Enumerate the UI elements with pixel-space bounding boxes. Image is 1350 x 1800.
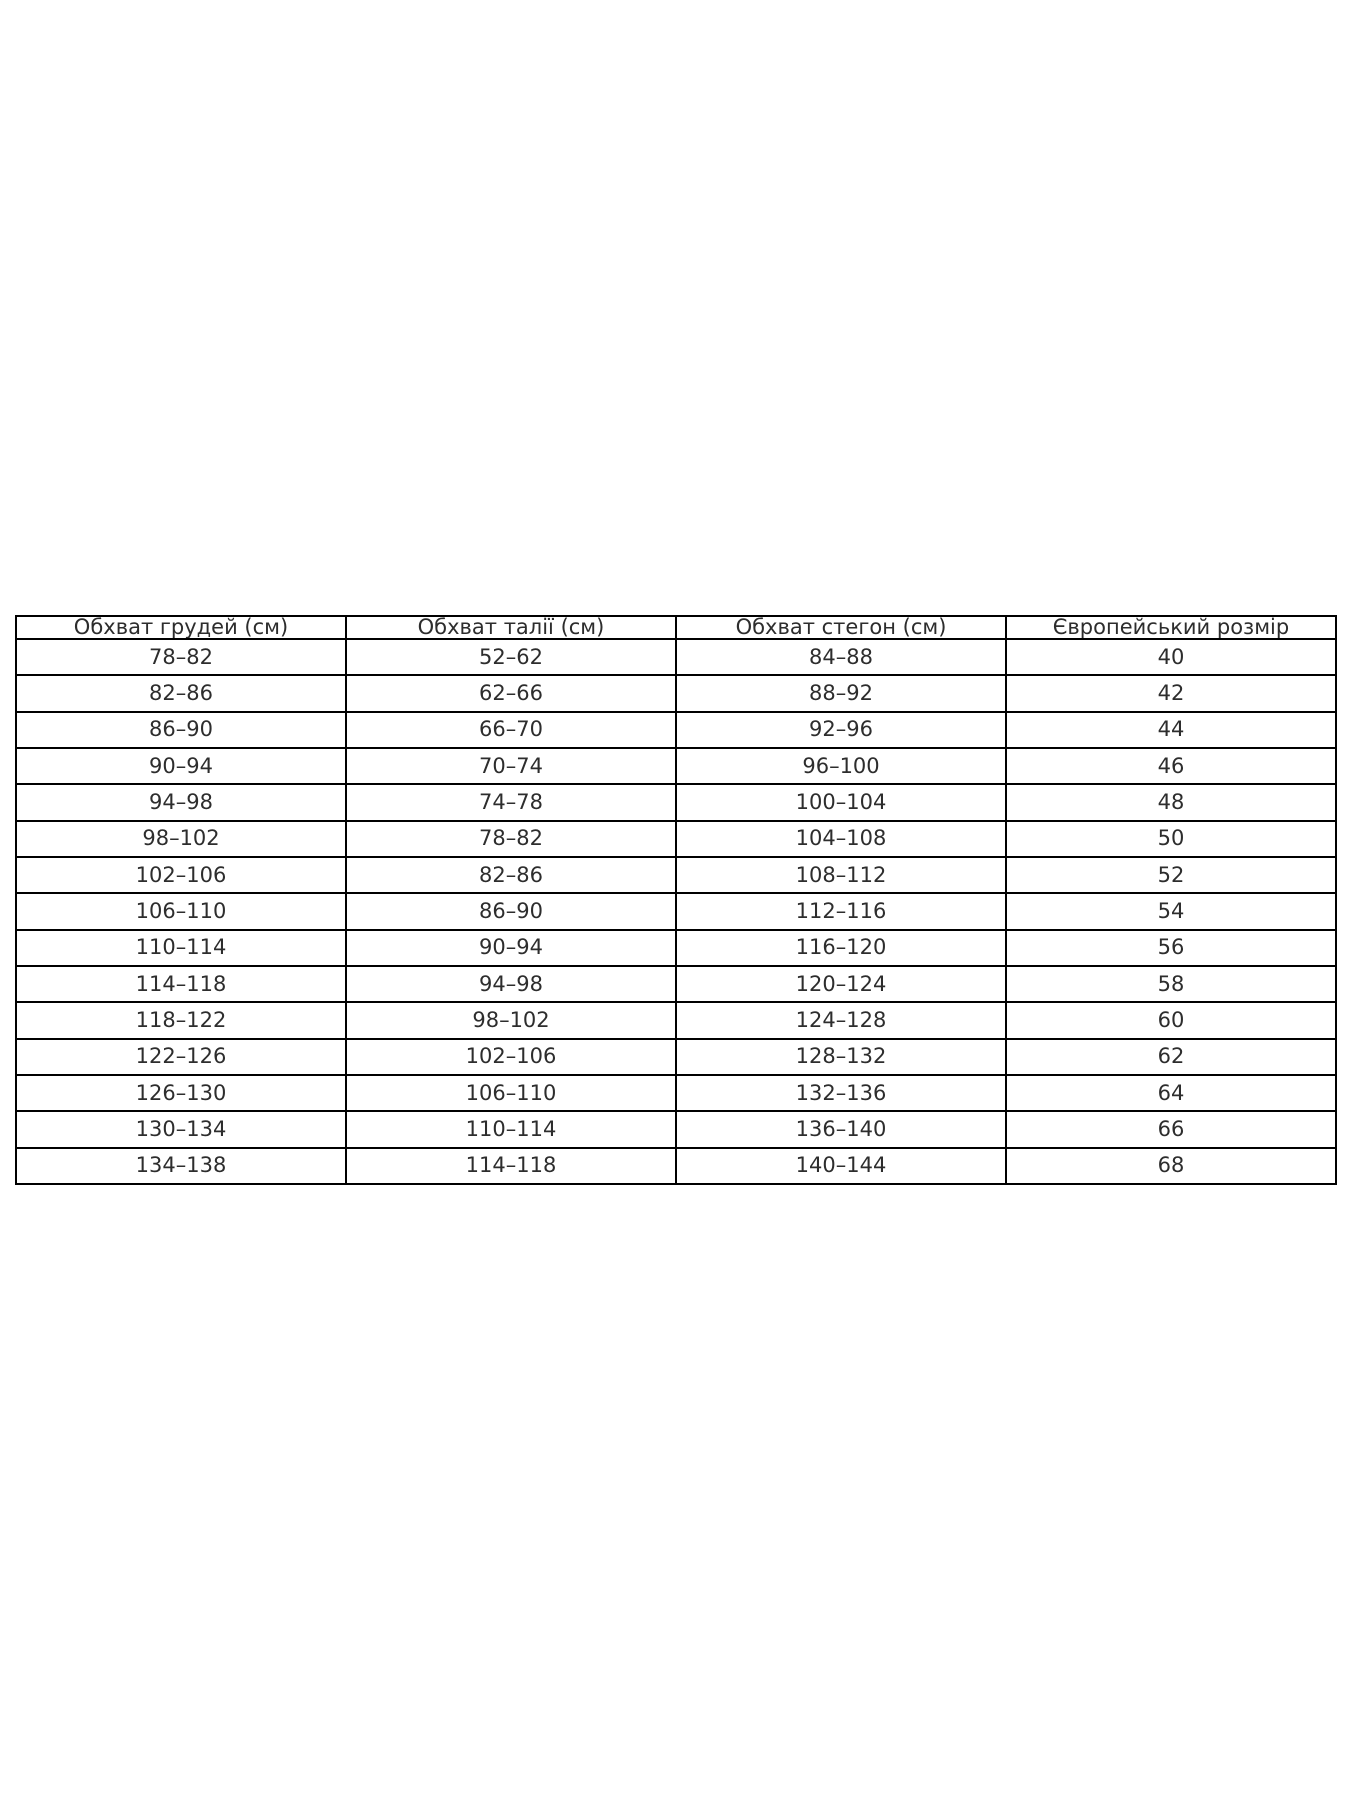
table-cell: 56 xyxy=(1006,930,1336,966)
table-cell: 102–106 xyxy=(16,857,346,893)
column-header: Європейський розмір xyxy=(1006,616,1336,639)
table-cell: 106–110 xyxy=(346,1075,676,1111)
table-cell: 94–98 xyxy=(16,784,346,820)
table-row xyxy=(16,784,1336,820)
table-cell: 58 xyxy=(1006,966,1336,1002)
table-cell: 118–122 xyxy=(16,1002,346,1038)
table-row xyxy=(16,675,1336,711)
table-cell: 74–78 xyxy=(346,784,676,820)
table-cell: 68 xyxy=(1006,1148,1336,1184)
table-cell: 124–128 xyxy=(676,1002,1006,1038)
table-cell: 114–118 xyxy=(346,1148,676,1184)
table-cell: 110–114 xyxy=(16,930,346,966)
table-cell: 78–82 xyxy=(16,639,346,675)
table-cell: 110–114 xyxy=(346,1111,676,1147)
table-cell: 54 xyxy=(1006,893,1336,929)
table-cell: 78–82 xyxy=(346,821,676,857)
table-cell: 50 xyxy=(1006,821,1336,857)
table-row xyxy=(16,966,1336,1002)
table-cell: 94–98 xyxy=(346,966,676,1002)
table-cell: 82–86 xyxy=(16,675,346,711)
table-cell: 98–102 xyxy=(346,1002,676,1038)
table-cell: 106–110 xyxy=(16,893,346,929)
table-cell: 108–112 xyxy=(676,857,1006,893)
column-header: Обхват стегон (см) xyxy=(676,616,1006,639)
table-cell: 136–140 xyxy=(676,1111,1006,1147)
table-row xyxy=(16,1039,1336,1075)
table-row xyxy=(16,1075,1336,1111)
table-row xyxy=(16,821,1336,857)
table-cell: 66–70 xyxy=(346,712,676,748)
table-cell: 112–116 xyxy=(676,893,1006,929)
table-cell: 134–138 xyxy=(16,1148,346,1184)
table-cell: 128–132 xyxy=(676,1039,1006,1075)
table-cell: 86–90 xyxy=(16,712,346,748)
table-cell: 130–134 xyxy=(16,1111,346,1147)
table-cell: 122–126 xyxy=(16,1039,346,1075)
table-cell: 126–130 xyxy=(16,1075,346,1111)
table-cell: 92–96 xyxy=(676,712,1006,748)
table-row xyxy=(16,893,1336,929)
table-cell: 104–108 xyxy=(676,821,1006,857)
table-row xyxy=(16,857,1336,893)
table-cell: 52–62 xyxy=(346,639,676,675)
table-cell: 102–106 xyxy=(346,1039,676,1075)
size-chart-table xyxy=(15,615,1337,1185)
table-cell: 46 xyxy=(1006,748,1336,784)
column-header: Обхват грудей (см) xyxy=(16,616,346,639)
table-cell: 60 xyxy=(1006,1002,1336,1038)
table-cell: 66 xyxy=(1006,1111,1336,1147)
table-cell: 88–92 xyxy=(676,675,1006,711)
table-cell: 44 xyxy=(1006,712,1336,748)
table-cell: 140–144 xyxy=(676,1148,1006,1184)
table-cell: 96–100 xyxy=(676,748,1006,784)
table-cell: 90–94 xyxy=(16,748,346,784)
table-cell: 90–94 xyxy=(346,930,676,966)
table-cell: 86–90 xyxy=(346,893,676,929)
table-cell: 116–120 xyxy=(676,930,1006,966)
table-cell: 70–74 xyxy=(346,748,676,784)
header-row xyxy=(16,616,1336,639)
table-cell: 84–88 xyxy=(676,639,1006,675)
table-cell: 82–86 xyxy=(346,857,676,893)
table-cell: 48 xyxy=(1006,784,1336,820)
table-cell: 132–136 xyxy=(676,1075,1006,1111)
table-body xyxy=(16,639,1336,1184)
column-header: Обхват талії (см) xyxy=(346,616,676,639)
table-header xyxy=(16,616,1336,639)
table-cell: 114–118 xyxy=(16,966,346,1002)
table-row xyxy=(16,1002,1336,1038)
table-row xyxy=(16,930,1336,966)
table-row xyxy=(16,748,1336,784)
table-cell: 64 xyxy=(1006,1075,1336,1111)
table-cell: 62–66 xyxy=(346,675,676,711)
table-row xyxy=(16,639,1336,675)
table-row xyxy=(16,712,1336,748)
table-cell: 52 xyxy=(1006,857,1336,893)
table-cell: 98–102 xyxy=(16,821,346,857)
table-cell: 100–104 xyxy=(676,784,1006,820)
table-cell: 120–124 xyxy=(676,966,1006,1002)
table-cell: 40 xyxy=(1006,639,1336,675)
table-cell: 42 xyxy=(1006,675,1336,711)
table-cell: 62 xyxy=(1006,1039,1336,1075)
table-row xyxy=(16,1148,1336,1184)
table-row xyxy=(16,1111,1336,1147)
